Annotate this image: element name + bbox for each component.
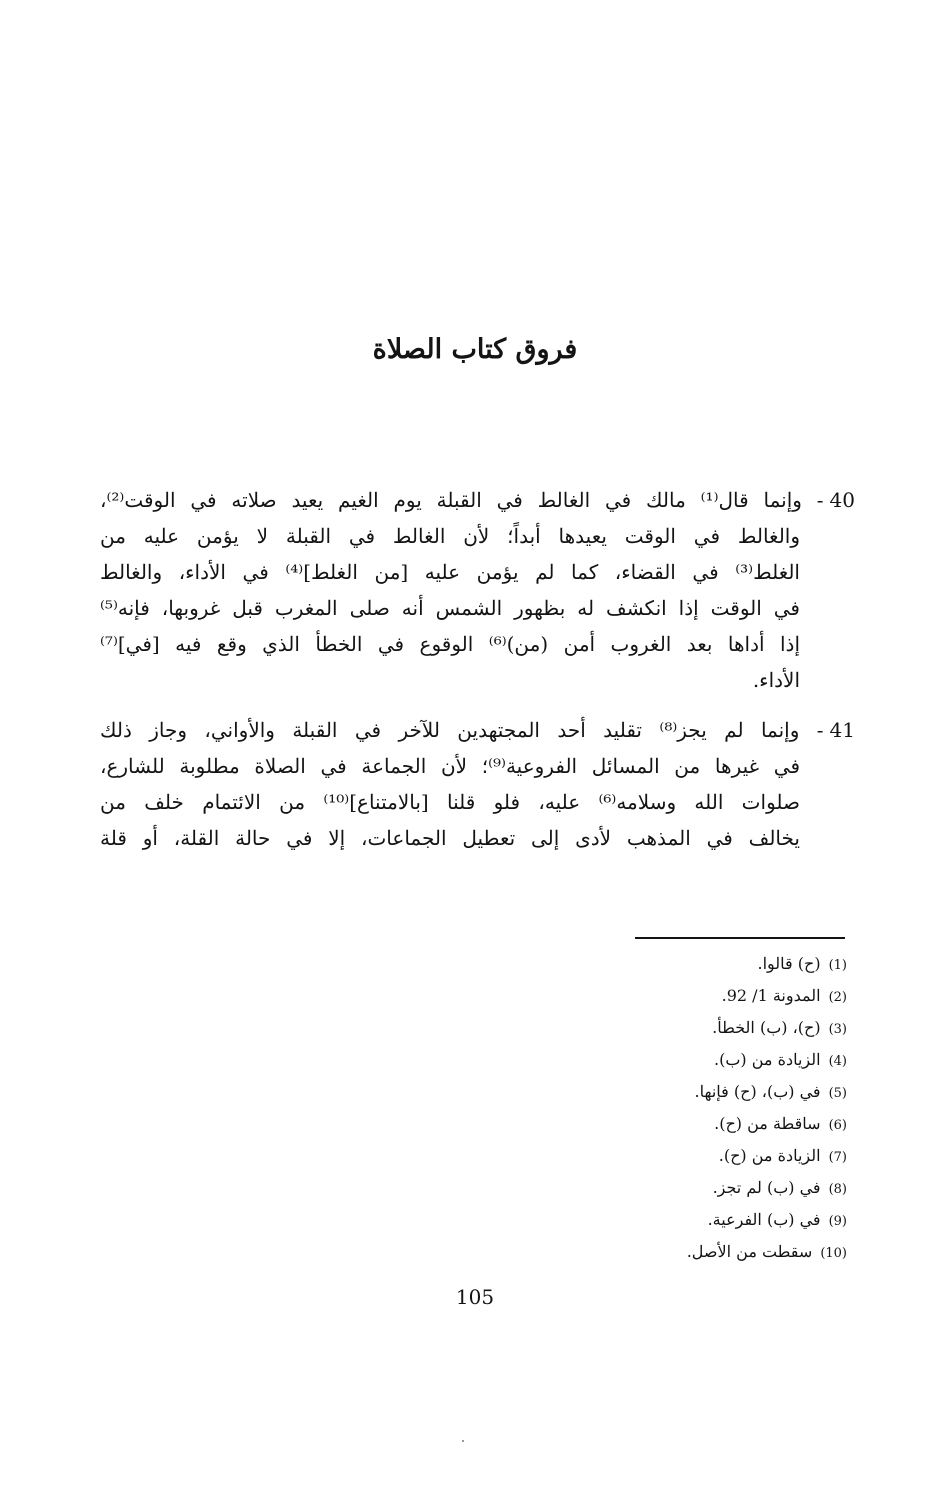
main-text	[100, 482, 855, 870]
footnote-text: الزيادة من (ح).	[718, 1146, 821, 1165]
footnote-number: (9)	[828, 1214, 847, 1229]
footnote	[400, 1236, 847, 1268]
footnote-text: (ح) قالوا.	[757, 954, 821, 973]
text-line: الغلط⁽³⁾ في القضاء، كما لم يؤمن عليه [من الغلط]⁽⁴⁾ في الأداء، والغالط	[100, 560, 800, 584]
footnote-text: في (ب) لم تجز.	[712, 1178, 821, 1197]
footnote-number: (8)	[828, 1182, 847, 1197]
footnote-separator	[635, 937, 845, 939]
footnote	[400, 1108, 847, 1140]
chapter-title: فروق كتاب الصلاة	[372, 334, 578, 365]
text-line: الأداء.	[752, 668, 800, 692]
footnote-text: (ح)، (ب) الخطأ.	[712, 1018, 821, 1037]
line-text: - وإنما لم يجز⁽⁸⁾ تقليد أحد المجتهدين للآخر في القبلة والأواني، وجاز ذلك	[100, 718, 824, 742]
footnotes	[400, 948, 847, 1268]
footnote-text: في (ب)، (ح) فإنها.	[694, 1082, 821, 1101]
text-line: إذا أداها بعد الغروب أمن (من)⁽⁶⁾ الوقوع في الخطأ الذي وقع فيه [في]⁽⁷⁾	[100, 632, 801, 656]
footnote-number: (6)	[828, 1118, 847, 1133]
text-line	[100, 482, 855, 518]
text-line: في الوقت إذا انكشف له بظهور الشمس أنه صلى المغرب قبل غروبها، فإنه⁽⁵⁾	[100, 596, 800, 620]
footnote-number: (10)	[820, 1246, 847, 1261]
paragraph-number: 40	[829, 488, 855, 512]
paragraph-41	[100, 712, 855, 856]
footnote-number: (1)	[828, 958, 847, 973]
footnote-number: (7)	[828, 1150, 847, 1165]
footnote-number: (5)	[828, 1086, 847, 1101]
paragraph-number: 41	[829, 718, 855, 742]
footnote	[400, 980, 847, 1012]
footnote-text: المدونة 1/ 92.	[721, 986, 821, 1005]
footnote-text: سقطت من الأصل.	[686, 1242, 813, 1261]
text-line: والغالط في الوقت يعيدها أبداً؛ لأن الغالط في القبلة لا يؤمن عليه من	[100, 524, 800, 548]
footnote-number: (3)	[828, 1022, 847, 1037]
text-line: صلوات الله وسلامه⁽⁶⁾ عليه، فلو قلنا [بالامتناع]⁽¹⁰⁾ من الائتمام خلف من	[100, 790, 801, 814]
footnote	[400, 1204, 847, 1236]
footnote-text: الزيادة من (ب).	[714, 1050, 821, 1069]
text-line: في غيرها من المسائل الفروعية⁽⁹⁾؛ لأن الجماعة في الصلاة مطلوبة للشارع،	[100, 754, 800, 778]
scan-speck	[462, 1440, 464, 1442]
text-line: يخالف في المذهب لأدى إلى تعطيل الجماعات، إلا في حالة القلة، أو قلة	[100, 826, 800, 850]
line-text: - وإنما قال⁽¹⁾ مالك في الغالط في القبلة يوم الغيم يعيد صلاته في الوقت⁽²⁾،	[100, 488, 824, 512]
footnote-number: (4)	[828, 1054, 847, 1069]
footnote-number: (2)	[828, 990, 847, 1005]
footnote	[400, 1076, 847, 1108]
footnote	[400, 1012, 847, 1044]
page-number: 105	[455, 1285, 495, 1309]
footnote	[400, 1044, 847, 1076]
text-line	[100, 712, 855, 748]
footnote-text: في (ب) الفرعية.	[707, 1210, 821, 1229]
footnote	[400, 1172, 847, 1204]
footnote	[400, 948, 847, 980]
paragraph-40	[100, 482, 855, 698]
footnote	[400, 1140, 847, 1172]
footnote-text: ساقطة من (ح).	[714, 1114, 821, 1133]
